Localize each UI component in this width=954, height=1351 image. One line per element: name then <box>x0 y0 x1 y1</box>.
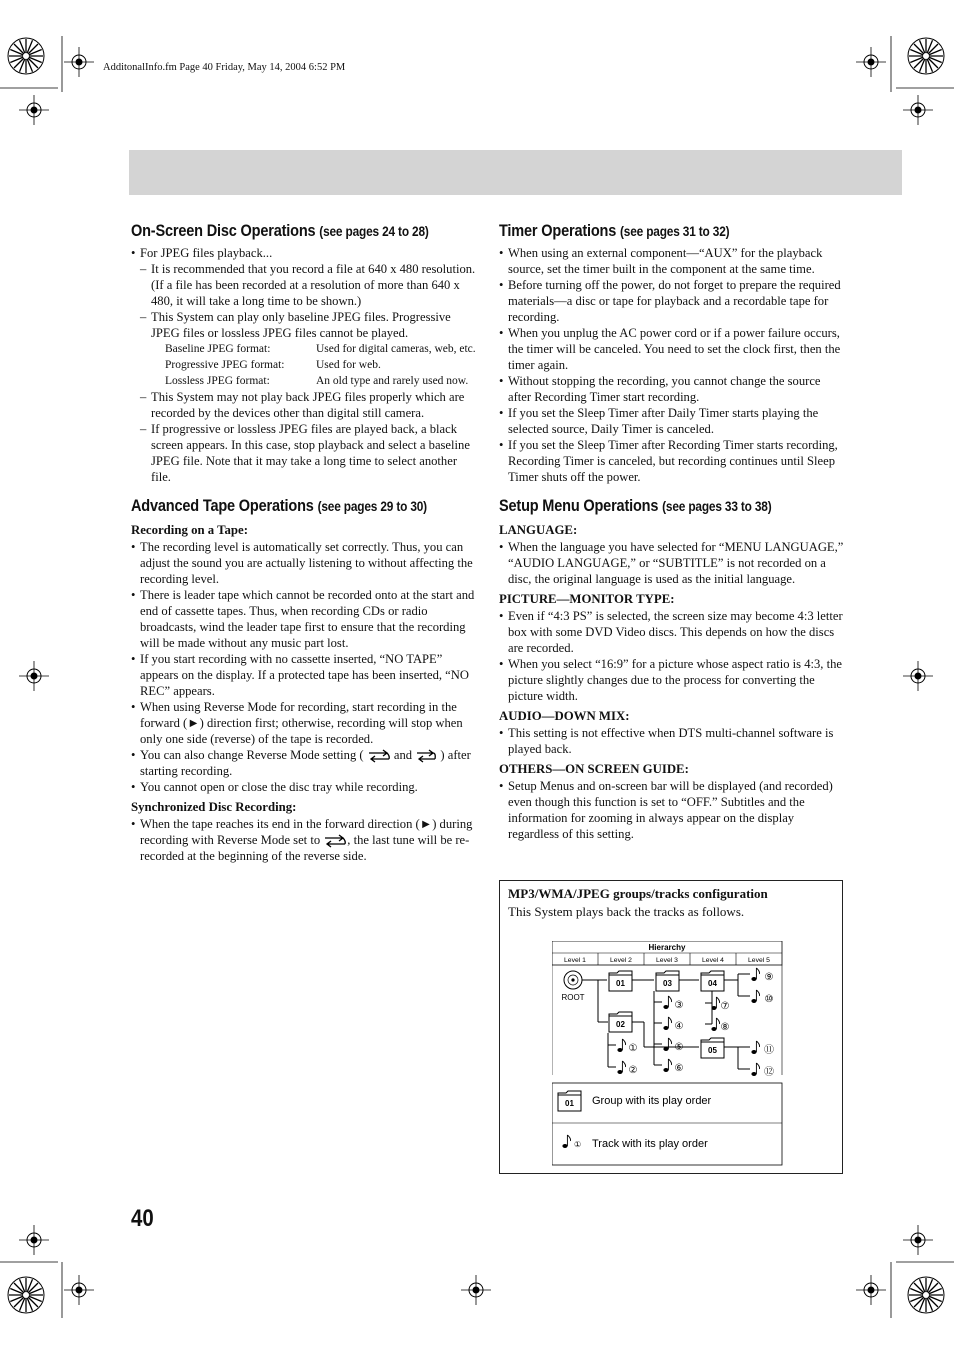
group-number: 05 <box>708 1046 717 1055</box>
subheading: Recording on a Tape: <box>131 523 248 537</box>
track-note-icon <box>751 1063 759 1076</box>
legend-track-label: Track with its play order <box>592 1138 708 1150</box>
track-note-icon <box>711 1018 719 1031</box>
track-note-icon <box>617 1061 625 1074</box>
list-item: • If you set the Sleep Timer after Recording Timer starts recording, Recording Timer is canceled, but recording continues until Sleep Timer shuts off the power. <box>499 437 844 485</box>
table-row: Progressive JPEG format: Used for web. <box>165 359 381 371</box>
level-label: Level 1 <box>564 957 586 964</box>
track-note-icon <box>617 1039 625 1052</box>
track-number: ② <box>628 1065 638 1076</box>
list-item: • If you start recording with no cassette inserted, “NO TAPE” appears on the display. If a protected tape has been inserted, “NO REC” appears. <box>131 651 476 699</box>
track-note-icon <box>562 1135 570 1148</box>
track-number: ④ <box>674 1021 684 1032</box>
track-number: ① <box>628 1043 638 1054</box>
page-number: 40 <box>131 1205 154 1232</box>
reverse-mode-continuous-icon <box>415 749 437 763</box>
track-number: ③ <box>674 1000 684 1011</box>
list-item: • You cannot open or close the disc tray while recording. <box>131 779 476 795</box>
list-item: • When the language you have selected for “MENU LANGUAGE,” “AUDIO LANGUAGE,” or “SUBTITLE” is not recorded on a disc, the original language is used as the initial language. <box>499 539 844 587</box>
jpeg-format-table <box>165 341 476 389</box>
list-item: • You can also change Reverse Mode setting ( and ) after starting recording. <box>131 747 476 779</box>
list-item: • When you unplug the AC power cord or if a power failure occurs, the timer will be canceled. You need to set the clock first, then the timer again. <box>499 325 844 373</box>
track-note-icon <box>751 990 759 1003</box>
list-item: • Before turning off the power, do not forget to prepare the required materials—a disc or tape for playback and a recordable tape for recording. <box>499 277 844 325</box>
subheading: OTHERS—ON SCREEN GUIDE: <box>499 762 689 776</box>
track-number: ⑤ <box>674 1042 684 1053</box>
setup-section-title: Setup Menu Operations (see pages 33 to 38) <box>499 497 772 515</box>
group-number: 04 <box>708 979 717 988</box>
timer-section-title: Timer Operations (see pages 31 to 32) <box>499 222 730 240</box>
level-label: Level 4 <box>702 957 724 964</box>
disc-icon <box>564 971 582 989</box>
list-item: • When you select “16:9” for a picture whose aspect ratio is 4:3, the picture slightly changes due to the process for converting the picture width. <box>499 656 844 704</box>
track-number: ⑫ <box>764 1067 774 1078</box>
track-number: ⑩ <box>764 994 774 1005</box>
hierarchy-diagram <box>552 941 784 1166</box>
track-number: ⑦ <box>720 1001 730 1012</box>
file-info-header: AdditonalInfo.fm Page 40 Friday, May 14, 2004 6:52 PM <box>103 62 346 73</box>
list-item: • When the tape reaches its end in the forward direction (►) during recording with Reverse Mode set to , the last tune will be re-recorded at the beginning of the reverse side. <box>131 816 476 864</box>
group-number: 02 <box>616 1020 625 1029</box>
list-item: • The recording level is automatically set correctly. Thus, you can adjust the sound you are actually listening to without affecting the recording level. <box>131 539 476 587</box>
track-number: ⑥ <box>674 1063 684 1074</box>
subheading: Synchronized Disc Recording: <box>131 800 297 815</box>
legend-group-label: Group with its play order <box>592 1095 712 1107</box>
track-number: ⑨ <box>764 972 774 983</box>
root-label: ROOT <box>561 993 585 1002</box>
list-item: – This System can play only baseline JPEG files. Progressive JPEG files or lossless JPEG files cannot be played. <box>131 309 476 341</box>
subheading: LANGUAGE: <box>499 523 578 537</box>
tape-section-title: Advanced Tape Operations (see pages 29 to 30) <box>131 497 427 515</box>
left-column <box>131 220 476 864</box>
list-item: – If progressive or lossless JPEG files are played back, a black screen appears. In this case, stop playback and select a baseline JPEG file. Note that it may take a long time to select another file. <box>131 421 476 485</box>
list-item: • If you set the Sleep Timer after Daily Timer starts playing the selected source, Daily Timer is canceled. <box>499 405 844 437</box>
list-item: • There is leader tape which cannot be recorded onto at the start and end of cassette tapes. Thus, when recording CDs or radio broadcasts, wind the leader tape first to ensure that the recording will be made without any music part lost. <box>131 587 476 651</box>
play-forward-icon: ► <box>187 716 200 730</box>
subheading: PICTURE—MONITOR TYPE: <box>499 592 675 606</box>
right-column <box>499 220 844 842</box>
list-item: – This System may not play back JPEG files properly which are recorded by the devices other than digital still camera. <box>131 389 476 421</box>
reverse-mode-icon <box>367 749 391 763</box>
table-row: Lossless JPEG format: An old type and rarely used now. <box>165 375 469 387</box>
track-note-icon <box>751 1041 759 1054</box>
header-band <box>129 150 902 195</box>
list-item: – It is recommended that you record a file at 640 x 480 resolution. (If a file has been recorded at a resolution of more than 640 x 480, it will take a long time to be shown.) <box>131 261 476 309</box>
reverse-mode-icon <box>323 834 347 848</box>
track-note-icon <box>663 1059 671 1072</box>
play-forward-icon: ► <box>419 817 433 832</box>
hierarchy-header: Hierarchy <box>648 943 686 952</box>
track-note-icon <box>663 996 671 1009</box>
legend-group-number: 01 <box>565 1099 574 1108</box>
track-number: ⑪ <box>764 1045 774 1056</box>
list-item: • When using Reverse Mode for recording, start recording in the forward (►) direction first; otherwise, recording will stop when only one side (reverse) of the tape is recorded. <box>131 699 476 747</box>
list-item: • Setup Menus and on-screen bar will be displayed (and recorded) even though this function is set to “OFF.” Subtitles and the information for zooming in always appear on the display regardless of this setting. <box>499 778 844 842</box>
disc-section-title: On-Screen Disc Operations (see pages 24 to 28) <box>131 222 429 240</box>
list-item: • This setting is not effective when DTS multi-channel software is played back. <box>499 725 844 757</box>
mp3-config-box <box>499 880 843 1174</box>
table-row: Baseline JPEG format: Used for digital cameras, web, etc. <box>165 343 476 355</box>
group-number: 03 <box>663 979 672 988</box>
box-subtitle: This System plays back the tracks as follows. <box>508 904 745 919</box>
subheading: AUDIO—DOWN MIX: <box>499 709 630 723</box>
level-label: Level 2 <box>610 957 632 964</box>
legend-track-number: ① <box>574 1140 582 1149</box>
track-note-icon <box>711 997 719 1010</box>
track-note-icon <box>751 968 759 981</box>
list-item: • Even if “4:3 PS” is selected, the screen size may become 4:3 letter box with some DVD Video discs. This depends on how the discs are recorded. <box>499 608 844 656</box>
list-item: • For JPEG files playback... <box>131 245 476 261</box>
track-number: ⑧ <box>720 1022 730 1033</box>
level-label: Level 5 <box>748 957 770 964</box>
list-item: • When using an external component—“AUX” for the playback source, set the timer built in the component at the same time. <box>499 245 844 277</box>
level-label: Level 3 <box>656 957 678 964</box>
list-item: • Without stopping the recording, you cannot change the source after Recording Timer start recording. <box>499 373 844 405</box>
track-note-icon <box>663 1017 671 1030</box>
track-note-icon <box>663 1038 671 1051</box>
box-title: MP3/WMA/JPEG groups/tracks configuration <box>508 886 768 901</box>
group-number: 01 <box>616 979 625 988</box>
